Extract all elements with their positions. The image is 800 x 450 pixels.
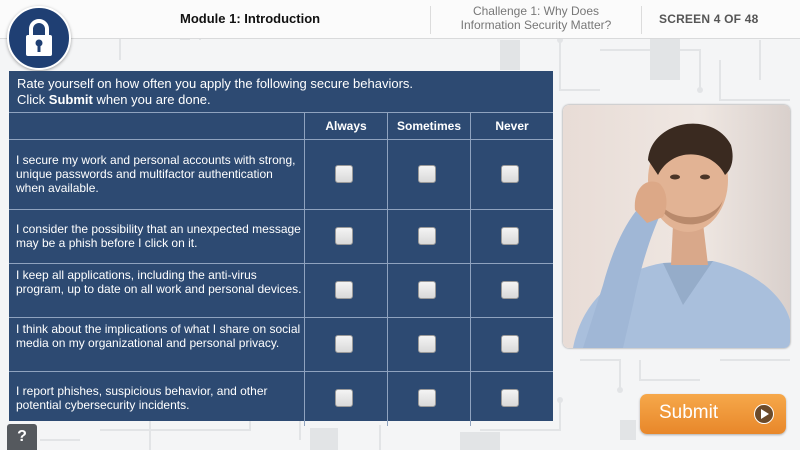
checkbox-sometimes[interactable]	[418, 389, 436, 407]
table-row	[9, 371, 553, 426]
column-divider	[470, 210, 471, 263]
padlock-icon	[23, 18, 55, 58]
column-divider	[470, 318, 471, 371]
self-rating-panel	[9, 71, 553, 421]
column-divider	[387, 318, 388, 371]
table-row	[9, 317, 553, 371]
column-header-sometimes: Sometimes	[396, 119, 462, 133]
module-title: Module 1: Introduction	[180, 11, 321, 26]
statement-text: I report phishes, suspicious behavior, and other potential cybersecurity incidents.	[16, 384, 268, 412]
checkbox-never[interactable]	[501, 165, 519, 183]
challenge-title-line1: Challenge 1: Why Does	[472, 4, 600, 18]
statement-text: I secure my work and personal accounts with strong, unique passwords and multifactor authentication when available.	[16, 153, 296, 195]
checkbox-never[interactable]	[501, 281, 519, 299]
column-divider	[387, 264, 388, 317]
instructions-line2	[17, 92, 413, 108]
column-divider	[470, 372, 471, 426]
play-arrow-icon	[754, 404, 774, 424]
screen-counter: SCREEN 4 OF 48	[659, 12, 759, 26]
statement-text: I think about the implications of what I share on social media on my organizational and personal privacy.	[16, 322, 301, 350]
checkbox-always[interactable]	[335, 335, 353, 353]
column-divider	[387, 372, 388, 426]
checkbox-sometimes[interactable]	[418, 165, 436, 183]
column-divider	[387, 140, 388, 209]
checkbox-never[interactable]	[501, 389, 519, 407]
column-divider	[387, 210, 388, 263]
course-logo	[7, 6, 71, 70]
rating-table	[9, 112, 553, 426]
column-divider	[304, 372, 305, 426]
header-divider	[430, 6, 431, 34]
instructions	[17, 76, 413, 108]
table-row	[9, 263, 553, 317]
statement-text: I consider the possibility that an unexpected message may be a phish before I click on it.	[16, 222, 301, 250]
column-header-never: Never	[495, 119, 529, 133]
thinking-man-photo	[563, 105, 790, 348]
checkbox-sometimes[interactable]	[418, 281, 436, 299]
table-row	[9, 139, 553, 209]
table-row	[9, 209, 553, 263]
top-header-bar	[0, 0, 800, 39]
checkbox-always[interactable]	[335, 227, 353, 245]
column-header-always: Always	[325, 119, 367, 133]
instructions-line1: Rate yourself on how often you apply the following secure behaviors.	[17, 76, 414, 91]
statement-text: I keep all applications, including the anti-virus program, up to date on all work and personal devices.	[16, 268, 302, 296]
challenge-title	[438, 4, 634, 32]
column-divider	[304, 264, 305, 317]
checkbox-never[interactable]	[501, 227, 519, 245]
column-divider	[304, 210, 305, 263]
checkbox-sometimes[interactable]	[418, 227, 436, 245]
header-divider	[641, 6, 642, 34]
thinking-man-illustration	[563, 105, 790, 348]
instructions-suffix: when you are done.	[92, 92, 211, 107]
table-header-row	[9, 112, 553, 139]
column-divider	[470, 140, 471, 209]
checkbox-sometimes[interactable]	[418, 335, 436, 353]
help-button[interactable]: ?	[7, 424, 37, 450]
checkbox-always[interactable]	[335, 389, 353, 407]
column-divider	[304, 318, 305, 371]
checkbox-never[interactable]	[501, 335, 519, 353]
column-divider	[470, 264, 471, 317]
checkbox-always[interactable]	[335, 281, 353, 299]
submit-button-label: Submit	[659, 402, 719, 423]
instructions-submit-word: Submit	[48, 92, 93, 107]
column-divider	[304, 140, 305, 209]
submit-button[interactable]	[640, 394, 786, 434]
challenge-title-line2: Information Security Matter?	[460, 18, 612, 32]
instructions-prefix: Click	[17, 92, 49, 107]
checkbox-always[interactable]	[335, 165, 353, 183]
